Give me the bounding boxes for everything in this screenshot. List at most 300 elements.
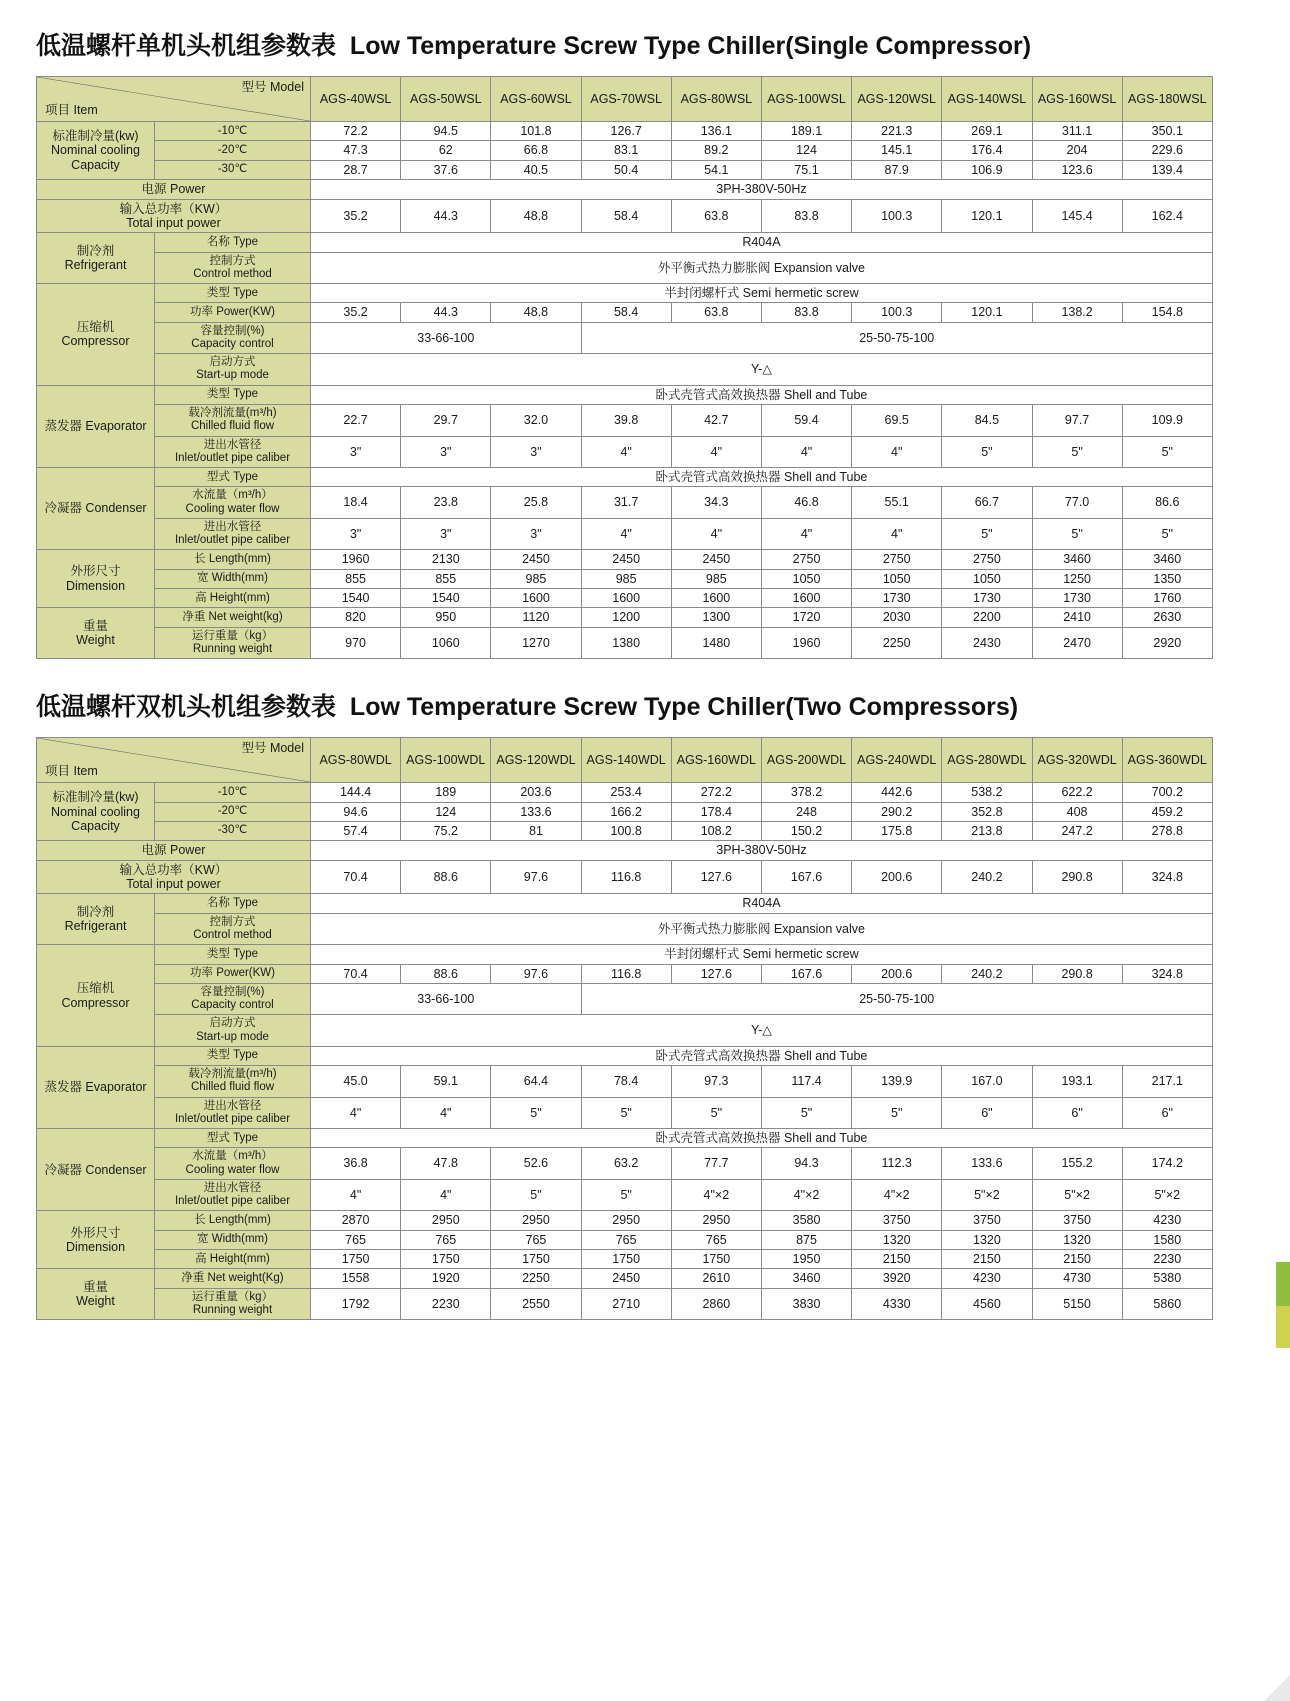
model-header-cell: AGS-120WDL xyxy=(491,738,581,783)
data-cell: 4" xyxy=(671,518,761,549)
table-row xyxy=(37,1250,1213,1269)
row-sub-label: 进出水管径 Inlet/outlet pipe caliber xyxy=(155,518,311,549)
data-cell: 3" xyxy=(491,518,581,549)
data-cell: 4"×2 xyxy=(671,1179,761,1210)
data-cell: 35.2 xyxy=(311,199,401,233)
data-cell: 875 xyxy=(761,1230,851,1249)
data-cell: 5" xyxy=(491,1179,581,1210)
table-row xyxy=(37,122,1213,141)
data-cell: 324.8 xyxy=(1122,964,1212,983)
data-cell: 189 xyxy=(401,783,491,802)
row-span-value: 卧式壳管式高效换热器 Shell and Tube xyxy=(311,1129,1213,1148)
row-sub-label: 进出水管径 Inlet/outlet pipe caliber xyxy=(155,1179,311,1210)
data-cell: 3830 xyxy=(761,1288,851,1319)
data-cell: 1600 xyxy=(671,588,761,607)
table-row xyxy=(37,518,1213,549)
table-row xyxy=(37,1015,1213,1046)
header-model-label: 型号 Model xyxy=(241,80,304,94)
row-sub-label: 运行重量（kg） Running weight xyxy=(155,1288,311,1319)
data-cell: 2230 xyxy=(401,1288,491,1319)
table-row xyxy=(37,199,1213,233)
row-sub-label: 控制方式 Control method xyxy=(155,913,311,944)
row-split-value: 25-50-75-100 xyxy=(581,983,1212,1014)
table-header-row xyxy=(37,77,1213,122)
data-cell: 138.2 xyxy=(1032,303,1122,322)
data-cell: 5"×2 xyxy=(1032,1179,1122,1210)
data-cell: 167.6 xyxy=(761,964,851,983)
header-corner-cell xyxy=(37,77,311,122)
data-cell: 47.8 xyxy=(401,1148,491,1179)
data-cell: 240.2 xyxy=(942,964,1032,983)
row-sub-label: 进出水管径 Inlet/outlet pipe caliber xyxy=(155,1097,311,1128)
data-cell: 290.8 xyxy=(1032,860,1122,894)
data-cell: 2470 xyxy=(1032,627,1122,658)
data-cell: 5" xyxy=(1122,436,1212,467)
table-row xyxy=(37,354,1213,385)
data-cell: 136.1 xyxy=(671,122,761,141)
data-cell: 5" xyxy=(491,1097,581,1128)
data-cell: 48.8 xyxy=(491,199,581,233)
data-cell: 166.2 xyxy=(581,802,671,821)
data-cell: 133.6 xyxy=(942,1148,1032,1179)
data-cell: 203.6 xyxy=(491,783,581,802)
data-cell: 58.4 xyxy=(581,303,671,322)
table-row xyxy=(37,303,1213,322)
data-cell: 2950 xyxy=(401,1211,491,1230)
row-sub-label: 水流量（m³/h） Cooling water flow xyxy=(155,487,311,518)
data-cell: 3750 xyxy=(852,1211,942,1230)
data-cell: 5" xyxy=(1032,436,1122,467)
data-cell: 1540 xyxy=(401,588,491,607)
row-sub-label: 容量控制(%) Capacity control xyxy=(155,322,311,353)
data-cell: 127.6 xyxy=(671,964,761,983)
table-row xyxy=(37,1148,1213,1179)
data-cell: 2710 xyxy=(581,1288,671,1319)
row-sub-label: 型式 Type xyxy=(155,1129,311,1148)
data-cell: 6" xyxy=(1122,1097,1212,1128)
row-sub-label: 宽 Width(mm) xyxy=(155,569,311,588)
data-cell: 101.8 xyxy=(491,122,581,141)
data-cell: 765 xyxy=(311,1230,401,1249)
data-cell: 3920 xyxy=(852,1269,942,1288)
table-row xyxy=(37,983,1213,1014)
section-title-cn: 低温螺杆双机头机组参数表 xyxy=(36,693,337,722)
data-cell: 3750 xyxy=(942,1211,1032,1230)
row-span-value: 半封闭螺杆式 Semi hermetic screw xyxy=(311,945,1213,964)
data-cell: 48.8 xyxy=(491,303,581,322)
table-row xyxy=(37,322,1213,353)
data-cell: 2450 xyxy=(581,1269,671,1288)
side-tab-olive xyxy=(1276,1306,1290,1348)
table-row xyxy=(37,550,1213,569)
data-cell: 83.8 xyxy=(761,199,851,233)
row-sub-label: 类型 Type xyxy=(155,945,311,964)
data-cell: 2450 xyxy=(581,550,671,569)
row-group-label: 外形尺寸 Dimension xyxy=(37,550,155,608)
data-cell: 145.4 xyxy=(1032,199,1122,233)
data-cell: 2450 xyxy=(671,550,761,569)
data-cell: 1380 xyxy=(581,627,671,658)
data-cell: 1950 xyxy=(761,1250,851,1269)
data-cell: 97.6 xyxy=(491,860,581,894)
data-cell: 2030 xyxy=(852,608,942,627)
row-split-value: 33-66-100 xyxy=(311,983,582,1014)
table-row xyxy=(37,821,1213,840)
data-cell: 70.4 xyxy=(311,964,401,983)
data-cell: 88.6 xyxy=(401,860,491,894)
table-row xyxy=(37,487,1213,518)
data-cell: 4230 xyxy=(942,1269,1032,1288)
data-cell: 77.7 xyxy=(671,1148,761,1179)
model-header-cell: AGS-60WSL xyxy=(491,77,581,122)
table-row xyxy=(37,783,1213,802)
row-group-label: 外形尺寸 Dimension xyxy=(37,1211,155,1269)
data-cell: 44.3 xyxy=(401,199,491,233)
table-row xyxy=(37,233,1213,252)
data-cell: 538.2 xyxy=(942,783,1032,802)
data-cell: 42.7 xyxy=(671,405,761,436)
row-span-value: 外平衡式热力膨胀阀 Expansion valve xyxy=(311,913,1213,944)
data-cell: 1250 xyxy=(1032,569,1122,588)
data-cell: 120.1 xyxy=(942,199,1032,233)
table-row xyxy=(37,588,1213,607)
data-cell: 78.4 xyxy=(581,1066,671,1097)
data-cell: 100.3 xyxy=(852,303,942,322)
data-cell: 59.1 xyxy=(401,1066,491,1097)
data-cell: 2920 xyxy=(1122,627,1212,658)
data-cell: 162.4 xyxy=(1122,199,1212,233)
data-cell: 108.2 xyxy=(671,821,761,840)
table-row xyxy=(37,180,1213,199)
data-cell: 5" xyxy=(581,1097,671,1128)
data-cell: 765 xyxy=(401,1230,491,1249)
data-cell: 36.8 xyxy=(311,1148,401,1179)
model-header-cell: AGS-140WDL xyxy=(581,738,671,783)
spec-table xyxy=(36,76,1213,659)
data-cell: 1730 xyxy=(942,588,1032,607)
model-header-cell: AGS-280WDL xyxy=(942,738,1032,783)
data-cell: 229.6 xyxy=(1122,141,1212,160)
row-sub-label: 名称 Type xyxy=(155,894,311,913)
data-cell: 1750 xyxy=(671,1250,761,1269)
data-cell: 1120 xyxy=(491,608,581,627)
data-cell: 5" xyxy=(581,1179,671,1210)
data-cell: 2610 xyxy=(671,1269,761,1288)
side-tab-green xyxy=(1276,1262,1290,1306)
data-cell: 408 xyxy=(1032,802,1122,821)
header-item-label: 项目 Item xyxy=(45,102,98,117)
data-cell: 175.8 xyxy=(852,821,942,840)
data-cell: 189.1 xyxy=(761,122,851,141)
model-header-cell: AGS-120WSL xyxy=(852,77,942,122)
row-sub-label: 容量控制(%) Capacity control xyxy=(155,983,311,1014)
data-cell: 4"×2 xyxy=(761,1179,851,1210)
data-cell: 193.1 xyxy=(1032,1066,1122,1097)
data-cell: 116.8 xyxy=(581,964,671,983)
data-cell: 120.1 xyxy=(942,303,1032,322)
data-cell: 1050 xyxy=(852,569,942,588)
row-sub-label: 功率 Power(KW) xyxy=(155,964,311,983)
row-span-value: Y-△ xyxy=(311,354,1213,385)
row-group-label: 制冷剂 Refrigerant xyxy=(37,894,155,945)
data-cell: 94.5 xyxy=(401,122,491,141)
data-cell: 100.8 xyxy=(581,821,671,840)
row-sub-label: 运行重量（kg） Running weight xyxy=(155,627,311,658)
row-group-label: 冷凝器 Condenser xyxy=(37,467,155,549)
data-cell: 2450 xyxy=(491,550,581,569)
data-cell: 1750 xyxy=(491,1250,581,1269)
data-cell: 1320 xyxy=(1032,1230,1122,1249)
model-header-cell: AGS-360WDL xyxy=(1122,738,1212,783)
table-row xyxy=(37,1288,1213,1319)
data-cell: 4" xyxy=(761,518,851,549)
tables-root xyxy=(36,26,1254,1320)
data-cell: 117.4 xyxy=(761,1066,851,1097)
row-group-label: 标准制冷量(kw) Nominal cooling Capacity xyxy=(37,783,155,841)
table-row xyxy=(37,467,1213,486)
data-cell: 1960 xyxy=(311,550,401,569)
row-full-label: 电源 Power xyxy=(37,180,311,199)
data-cell: 127.6 xyxy=(671,860,761,894)
row-span-value: 3PH-380V-50Hz xyxy=(311,841,1213,860)
data-cell: 4" xyxy=(311,1179,401,1210)
table-row xyxy=(37,608,1213,627)
data-cell: 1050 xyxy=(761,569,851,588)
table-row xyxy=(37,385,1213,404)
data-cell: 4230 xyxy=(1122,1211,1212,1230)
data-cell: 58.4 xyxy=(581,199,671,233)
row-sub-label: 类型 Type xyxy=(155,284,311,303)
data-cell: 75.1 xyxy=(761,160,851,179)
table-row xyxy=(37,627,1213,658)
data-cell: 1300 xyxy=(671,608,761,627)
data-cell: 5380 xyxy=(1122,1269,1212,1288)
data-cell: 23.8 xyxy=(401,487,491,518)
table-row xyxy=(37,1269,1213,1288)
data-cell: 144.4 xyxy=(311,783,401,802)
data-cell: 5860 xyxy=(1122,1288,1212,1319)
model-header-cell: AGS-160WDL xyxy=(671,738,761,783)
data-cell: 45.0 xyxy=(311,1066,401,1097)
data-cell: 4560 xyxy=(942,1288,1032,1319)
data-cell: 1730 xyxy=(1032,588,1122,607)
data-cell: 83.8 xyxy=(761,303,851,322)
data-cell: 37.6 xyxy=(401,160,491,179)
data-cell: 1600 xyxy=(761,588,851,607)
row-span-value: 3PH-380V-50Hz xyxy=(311,180,1213,199)
row-sub-label: 长 Length(mm) xyxy=(155,1211,311,1230)
data-cell: 167.6 xyxy=(761,860,851,894)
row-sub-label: 宽 Width(mm) xyxy=(155,1230,311,1249)
section-title-en: Low Temperature Screw Type Chiller(Single Compressor) xyxy=(349,32,1032,60)
data-cell: 985 xyxy=(491,569,581,588)
data-cell: 5" xyxy=(852,1097,942,1128)
data-cell: 278.8 xyxy=(1122,821,1212,840)
data-cell: 2870 xyxy=(311,1211,401,1230)
data-cell: 84.5 xyxy=(942,405,1032,436)
model-header-cell: AGS-100WDL xyxy=(401,738,491,783)
data-cell: 290.8 xyxy=(1032,964,1122,983)
model-header-cell: AGS-70WSL xyxy=(581,77,671,122)
data-cell: 126.7 xyxy=(581,122,671,141)
data-cell: 5" xyxy=(761,1097,851,1128)
data-cell: 1200 xyxy=(581,608,671,627)
data-cell: 221.3 xyxy=(852,122,942,141)
data-cell: 4"×2 xyxy=(852,1179,942,1210)
section-title xyxy=(36,687,1254,723)
data-cell: 72.2 xyxy=(311,122,401,141)
data-cell: 2860 xyxy=(671,1288,761,1319)
data-cell: 46.8 xyxy=(761,487,851,518)
side-tab-decoration xyxy=(1276,1262,1290,1348)
row-span-value: Y-△ xyxy=(311,1015,1213,1046)
data-cell: 54.1 xyxy=(671,160,761,179)
data-cell: 4" xyxy=(671,436,761,467)
data-cell: 1960 xyxy=(761,627,851,658)
data-cell: 106.9 xyxy=(942,160,1032,179)
data-cell: 200.6 xyxy=(852,964,942,983)
table-row xyxy=(37,436,1213,467)
table-row xyxy=(37,945,1213,964)
row-sub-label: -30℃ xyxy=(155,160,311,179)
data-cell: 32.0 xyxy=(491,405,581,436)
row-sub-label: 净重 Net weight(Kg) xyxy=(155,1269,311,1288)
data-cell: 63.8 xyxy=(671,199,761,233)
data-cell: 5"×2 xyxy=(942,1179,1032,1210)
table-row xyxy=(37,1066,1213,1097)
data-cell: 311.1 xyxy=(1032,122,1122,141)
data-cell: 2150 xyxy=(852,1250,942,1269)
data-cell: 6" xyxy=(942,1097,1032,1128)
data-cell: 88.6 xyxy=(401,964,491,983)
row-span-value: 卧式壳管式高效换热器 Shell and Tube xyxy=(311,467,1213,486)
data-cell: 100.3 xyxy=(852,199,942,233)
section-title xyxy=(36,26,1254,62)
table-row xyxy=(37,405,1213,436)
data-cell: 5" xyxy=(942,518,1032,549)
data-cell: 5" xyxy=(942,436,1032,467)
data-cell: 950 xyxy=(401,608,491,627)
data-cell: 124 xyxy=(401,802,491,821)
data-cell: 2410 xyxy=(1032,608,1122,627)
data-cell: 1480 xyxy=(671,627,761,658)
data-cell: 213.8 xyxy=(942,821,1032,840)
table-row xyxy=(37,913,1213,944)
model-header-cell: AGS-320WDL xyxy=(1032,738,1122,783)
data-cell: 155.2 xyxy=(1032,1148,1122,1179)
data-cell: 70.4 xyxy=(311,860,401,894)
data-cell: 269.1 xyxy=(942,122,1032,141)
data-cell: 4" xyxy=(581,518,671,549)
row-sub-label: -10℃ xyxy=(155,122,311,141)
row-sub-label: 名称 Type xyxy=(155,233,311,252)
data-cell: 1600 xyxy=(491,588,581,607)
data-cell: 217.1 xyxy=(1122,1066,1212,1097)
data-cell: 139.4 xyxy=(1122,160,1212,179)
data-cell: 97.3 xyxy=(671,1066,761,1097)
row-full-label: 输入总功率（KW） Total input power xyxy=(37,199,311,233)
data-cell: 1750 xyxy=(401,1250,491,1269)
model-header-cell: AGS-40WSL xyxy=(311,77,401,122)
data-cell: 855 xyxy=(311,569,401,588)
table-row xyxy=(37,894,1213,913)
data-cell: 1920 xyxy=(401,1269,491,1288)
row-sub-label: 载冷剂流量(m³/h) Chilled fluid flow xyxy=(155,1066,311,1097)
data-cell: 145.1 xyxy=(852,141,942,160)
row-group-label: 压缩机 Compressor xyxy=(37,284,155,386)
data-cell: 820 xyxy=(311,608,401,627)
data-cell: 66.8 xyxy=(491,141,581,160)
data-cell: 4" xyxy=(581,436,671,467)
data-cell: 970 xyxy=(311,627,401,658)
row-full-label: 电源 Power xyxy=(37,841,311,860)
data-cell: 1760 xyxy=(1122,588,1212,607)
row-sub-label: 类型 Type xyxy=(155,1046,311,1065)
data-cell: 2150 xyxy=(942,1250,1032,1269)
row-sub-label: -20℃ xyxy=(155,802,311,821)
data-cell: 765 xyxy=(581,1230,671,1249)
data-cell: 3" xyxy=(401,518,491,549)
row-sub-label: 启动方式 Start-up mode xyxy=(155,354,311,385)
data-cell: 62 xyxy=(401,141,491,160)
data-cell: 3460 xyxy=(761,1269,851,1288)
row-split-value: 25-50-75-100 xyxy=(581,322,1212,353)
data-cell: 855 xyxy=(401,569,491,588)
table-row xyxy=(37,141,1213,160)
data-cell: 1750 xyxy=(581,1250,671,1269)
data-cell: 4" xyxy=(852,436,942,467)
data-cell: 240.2 xyxy=(942,860,1032,894)
data-cell: 985 xyxy=(581,569,671,588)
data-cell: 2430 xyxy=(942,627,1032,658)
model-header-cell: AGS-200WDL xyxy=(761,738,851,783)
row-split-value: 33-66-100 xyxy=(311,322,582,353)
row-span-value: R404A xyxy=(311,233,1213,252)
data-cell: 2250 xyxy=(491,1269,581,1288)
table-row xyxy=(37,802,1213,821)
row-sub-label: 净重 Net weight(kg) xyxy=(155,608,311,627)
data-cell: 1580 xyxy=(1122,1230,1212,1249)
data-cell: 765 xyxy=(491,1230,581,1249)
data-cell: 59.4 xyxy=(761,405,851,436)
table-row xyxy=(37,252,1213,283)
data-cell: 124 xyxy=(761,141,851,160)
data-cell: 5" xyxy=(1032,518,1122,549)
data-cell: 290.2 xyxy=(852,802,942,821)
data-cell: 2950 xyxy=(581,1211,671,1230)
data-cell: 133.6 xyxy=(491,802,581,821)
data-cell: 1558 xyxy=(311,1269,401,1288)
data-cell: 52.6 xyxy=(491,1148,581,1179)
data-cell: 4" xyxy=(401,1097,491,1128)
data-cell: 3" xyxy=(491,436,581,467)
header-corner-cell xyxy=(37,738,311,783)
data-cell: 22.7 xyxy=(311,405,401,436)
data-cell: 150.2 xyxy=(761,821,851,840)
data-cell: 5150 xyxy=(1032,1288,1122,1319)
data-cell: 123.6 xyxy=(1032,160,1122,179)
data-cell: 1320 xyxy=(942,1230,1032,1249)
data-cell: 35.2 xyxy=(311,303,401,322)
data-cell: 1540 xyxy=(311,588,401,607)
data-cell: 3" xyxy=(311,518,401,549)
spec-table-block xyxy=(36,687,1254,1320)
data-cell: 204 xyxy=(1032,141,1122,160)
data-cell: 2630 xyxy=(1122,608,1212,627)
data-cell: 2130 xyxy=(401,550,491,569)
data-cell: 4330 xyxy=(852,1288,942,1319)
data-cell: 3" xyxy=(311,436,401,467)
